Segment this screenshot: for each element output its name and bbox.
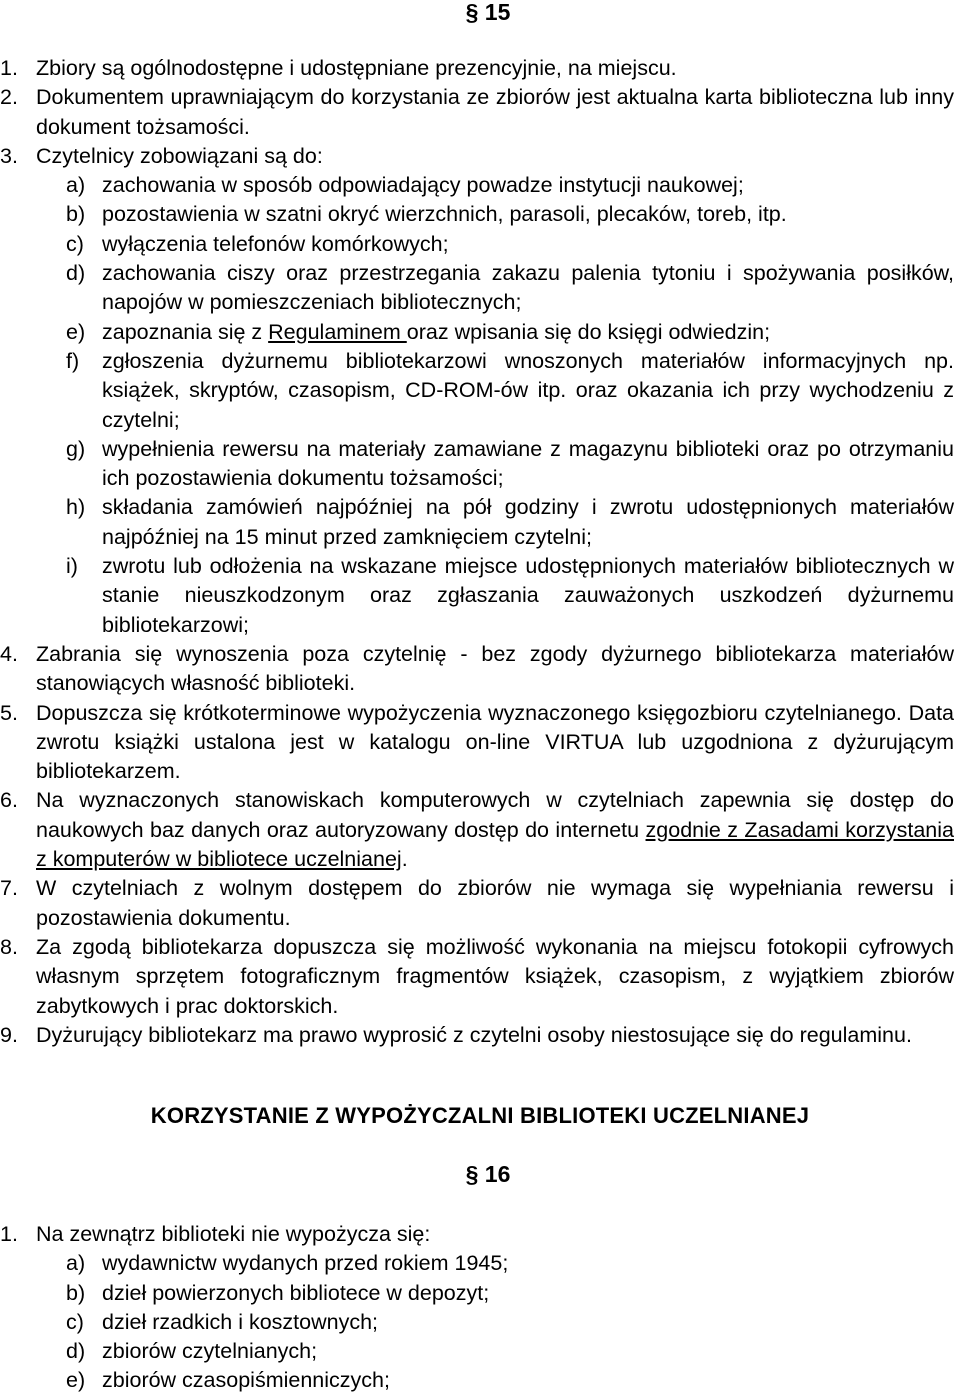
sub-item-letter: d) [66,261,86,286]
list-item [0,699,954,787]
item-number: 2. [0,85,18,110]
sub-item-letter: e) [66,319,86,344]
sub-list-item [0,1366,954,1395]
sub-item-letter: c) [66,231,84,256]
sub-item-text-before: zapoznania się z [102,319,269,344]
item-text: Za zgodą bibliotekarza dopuszcza się możliwość wykonania na miejscu fotokopii cyfrowych własnym sprzętem fotograficznym fragmentów książek, czasopism, z wyjątkiem zbiorów zabytkowych i prac doktorskich. [36,934,954,1018]
sub-item-letter: g) [66,436,86,461]
sub-item-text: pozostawienia w szatni okryć wierzchnich, parasoli, plecaków, toreb, itp. [102,202,787,227]
section-15-title: § 15 [465,0,511,25]
sub-item-letter: b) [66,202,86,227]
item-text-before: Na wyznaczonych stanowiskach komputerowych w czytelniach zapewnia się dostęp do naukowych baz danych oraz autoryzowany dostęp do internetu [36,788,954,842]
sub-item-text: zbiorów czasopiśmienniczych; [102,1368,390,1393]
item-text: Na zewnątrz biblioteki nie wypożycza się: [36,1222,431,1246]
list-item [0,1021,954,1050]
sub-item-text: wypełnienia rewersu na materiały zamawiane z magazynu biblioteki oraz po otrzymaniu ich pozostawienia dokumentu tożsamości; [102,436,954,491]
sub-item-letter: b) [66,1280,86,1305]
sub-list-item [0,493,954,552]
list-item [0,54,954,83]
sub-item-letter: d) [66,1339,86,1364]
sub-item-text: składania zamówień najpóźniej na pół godziny i zwrotu udostępnionych materiałów najpóźniej na 15 minut przed zamknięciem czytelni; [102,495,954,549]
sub-list-item [0,200,954,229]
sub-list-item [0,1249,954,1278]
list-item [0,933,954,1021]
section-16-title: § 16 [465,1161,511,1187]
sub-list-item [0,1308,954,1337]
item-text: Czytelnicy zobowiązani są do: [36,143,323,168]
sub-item-text: zachowania ciszy oraz przestrzegania zakazu palenia tytoniu i spożywania posiłków, napojów w pomieszczeniach bibliotecznych; [102,261,954,315]
item-text: Zbiory są ogólnodostępne i udostępniane prezencyjnie, na miejscu. [36,56,677,80]
sub-list-item [0,171,954,200]
item-text: W czytelniach z wolnym dostępem do zbiorów nie wymaga się wypełniania rewersu i pozostawienia dokumentu. [36,876,954,930]
sub-list-item [0,259,954,318]
sub-item-letter: c) [66,1309,84,1334]
list-item [0,640,954,699]
item-number: 4. [0,641,18,666]
section-16-body [0,1220,960,1396]
item-number: 1. [0,1222,18,1246]
chapter-heading: KORZYSTANIE Z WYPOŻYCZALNI BIBLIOTEKI UCZELNIANEJ [150,1103,810,1128]
sub-item-letter: a) [66,173,86,198]
sub-item-letter: i) [66,554,78,579]
item-number: 7. [0,876,18,901]
item-number: 8. [0,934,18,959]
item-number: 9. [0,1022,18,1047]
sub-list-item [0,347,954,435]
item-text-after: . [401,847,408,872]
item-number: 6. [0,788,18,813]
item-text: Zabrania się wynoszenia poza czytelnię - bez zgody dyżurnego bibliotekarza materiałów stanowiących własność biblioteki. [36,641,954,696]
sub-item-text-after: oraz wpisania się do księgi odwiedzin; [406,319,771,344]
sub-item-text: zachowania w sposób odpowiadający powadze instytucji naukowej; [102,173,744,198]
sub-list-item [0,435,954,494]
sub-item-letter: h) [66,495,86,520]
section-15-body [0,54,960,1050]
sub-list-item [0,1337,954,1366]
sub-item-letter: e) [66,1368,86,1393]
computer-rules-link[interactable]: zgodnie z Zasadami korzystania z komputerów w bibliotece uczelnianej [36,817,954,872]
sub-item-letter: a) [66,1251,86,1276]
list-item [0,142,954,171]
sub-item-text: zgłoszenia dyżurnemu bibliotekarzowi wnoszonych materiałów informacyjnych np. książek, skryptów, czasopism, CD-ROM-ów itp. oraz okazania ich przy wychodzeniu z czytelni; [102,348,954,432]
sub-item-text: dzieł rzadkich i kosztownych; [102,1309,379,1334]
item-text: Dyżurujący bibliotekarz ma prawo wyprosić z czytelni osoby niestosujące się do regulaminu. [36,1022,912,1047]
sub-item-text: dzieł powierzonych bibliotece w depozyt; [102,1280,490,1305]
list-item [0,874,954,933]
item-number: 1. [0,56,18,80]
list-item [0,83,954,142]
item-number: 5. [0,700,18,725]
item-number: 3. [0,143,18,168]
sub-item-text: wydawnictw wydanych przed rokiem 1945; [102,1251,509,1276]
sub-list-item [0,230,954,259]
sub-item-text: zwrotu lub odłożenia na wskazane miejsce udostępnionych materiałów bibliotecznych w stanie nieuszkodzonym oraz zgłaszania zauważonych uszkodzeń dyżurnemu bibliotekarzowi; [102,554,954,637]
sub-item-text: wyłączenia telefonów komórkowych; [102,231,449,256]
sub-item-letter: f) [66,348,80,373]
regulamin-link[interactable]: Regulaminem [268,319,407,344]
item-text: Dokumentem uprawniającym do korzystania ze zbiorów jest aktualna karta biblioteczna lub inny dokument tożsamości. [36,85,954,139]
sub-list-item [0,552,954,640]
sub-item-text: zbiorów czytelnianych; [102,1339,318,1364]
list-item [0,786,954,874]
list-item [0,1220,954,1249]
item-text: Dopuszcza się krótkoterminowe wypożyczenia wyznaczonego księgozbioru czytelnianego. Data zwrotu książki ustalona jest w katalogu on-line VIRTUA lub uzgodniona z dyżurującym bibliotekarzem. [36,700,954,784]
sub-list-item [0,1279,954,1308]
sub-list-item [0,318,954,347]
